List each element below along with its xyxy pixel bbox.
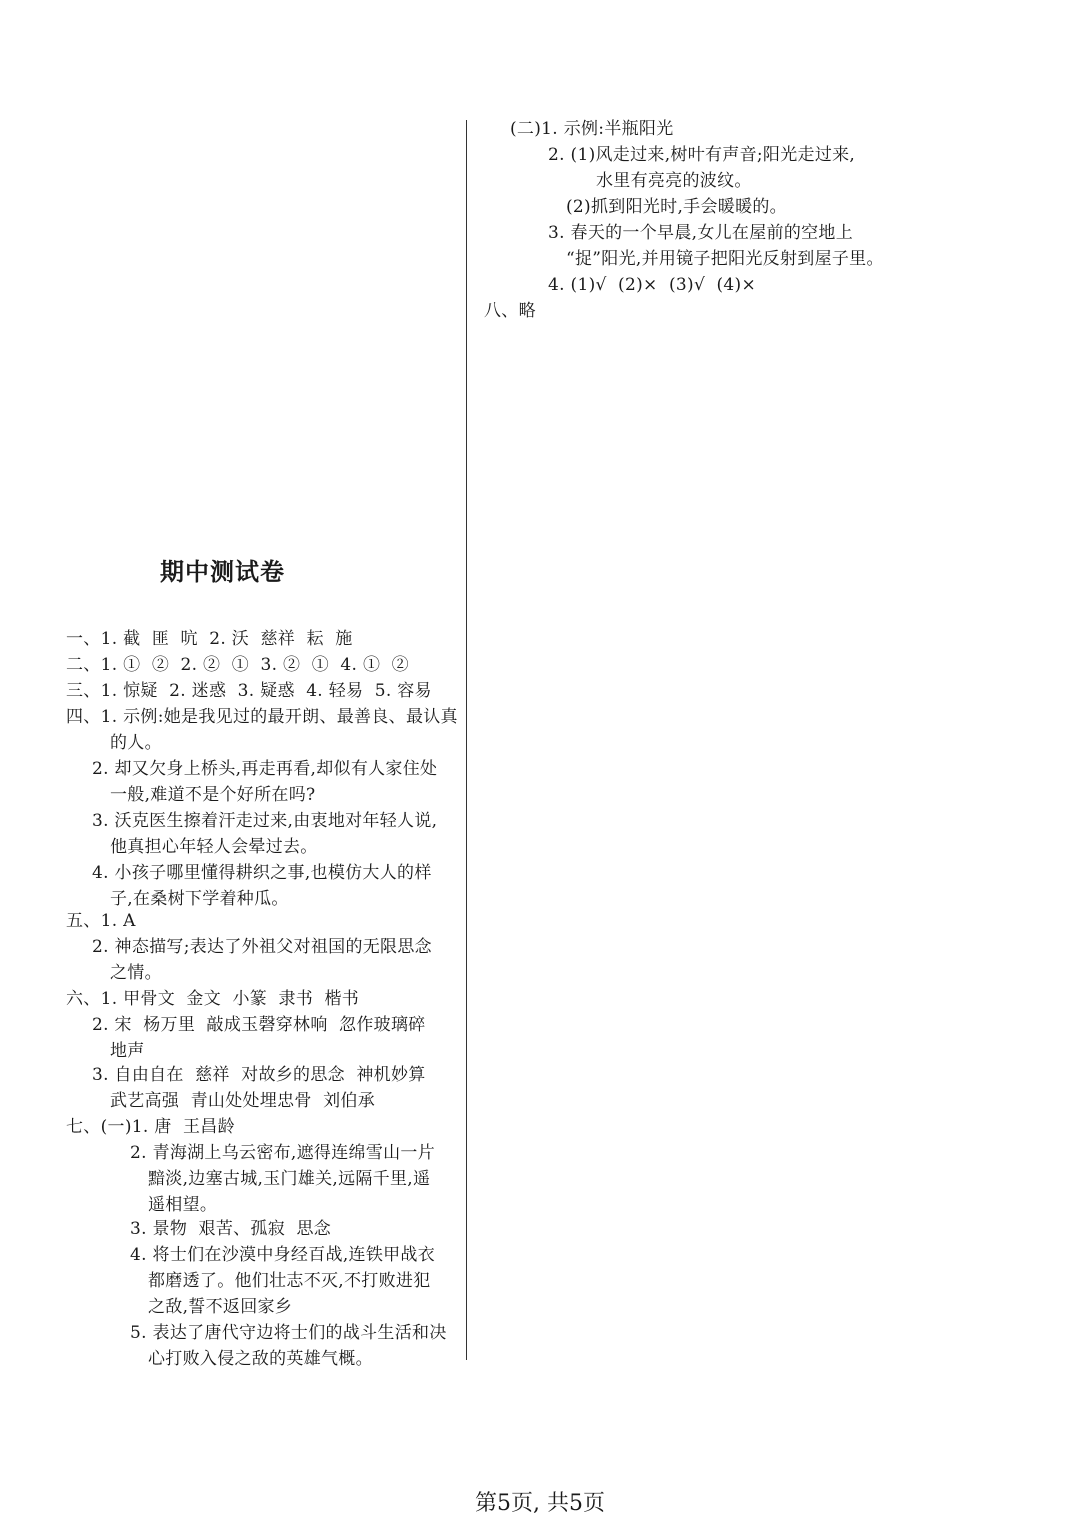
- answer-line: 二、1. ① ② 2. ② ① 3. ② ① 4. ① ②: [66, 655, 409, 675]
- answer-line: 心打败入侵之敌的英雄气概。: [148, 1349, 373, 1369]
- answer-line: 4. 将士们在沙漠中身经百战,连铁甲战衣: [130, 1245, 436, 1265]
- section-title: 期中测试卷: [160, 558, 285, 586]
- answer-line: 五、1. A: [66, 911, 136, 931]
- answer-line: 2. 却又欠身上桥头,再走再看,却似有人家住处: [92, 759, 438, 779]
- answer-line: 2. 宋 杨万里 敲成玉磬穿林响 忽作玻璃碎: [92, 1015, 426, 1035]
- column-divider: [466, 120, 467, 1360]
- answer-line: 四、1. 示例:她是我见过的最开朗、最善良、最认真: [66, 707, 458, 727]
- answer-line: 地声: [110, 1041, 145, 1061]
- answer-line: 都磨透了。他们壮志不灭,不打败进犯: [148, 1271, 431, 1291]
- answer-line: 武艺高强 青山处处埋忠骨 刘伯承: [110, 1091, 376, 1111]
- answer-line: 一、1. 截 匪 吭 2. 沃 慈祥 耘 施: [66, 629, 353, 649]
- answer-line: 水里有亮亮的波纹。: [596, 171, 752, 191]
- answer-line: 之情。: [110, 963, 162, 983]
- answer-line: (二)1. 示例:半瓶阳光: [510, 119, 674, 139]
- answer-line: (2)抓到阳光时,手会暖暖的。: [566, 197, 787, 217]
- answer-line: 2. 神态描写;表达了外祖父对祖国的无限思念: [92, 937, 432, 957]
- answer-line: 六、1. 甲骨文 金文 小篆 隶书 楷书: [66, 989, 360, 1009]
- answer-line: 4. 小孩子哪里懂得耕织之事,也模仿大人的样: [92, 863, 432, 883]
- answer-line: 之敌,誓不返回家乡: [148, 1297, 293, 1317]
- answer-line: 的人。: [110, 733, 162, 753]
- answer-line: 他真担心年轻人会晕过去。: [110, 837, 318, 857]
- answer-line: 3. 春天的一个早晨,女儿在屋前的空地上: [548, 223, 854, 243]
- answer-line: 七、(一)1. 唐 王昌龄: [66, 1117, 235, 1137]
- page-footer: 第5页, 共5页: [475, 1491, 605, 1516]
- answer-line: 2. (1)风走过来,树叶有声音;阳光走过来,: [548, 145, 856, 165]
- answer-line: 4. (1)√ (2)× (3)√ (4)×: [548, 275, 757, 295]
- answer-line: 一般,难道不是个好所在吗?: [110, 785, 316, 805]
- answer-line: 3. 沃克医生擦着汗走过来,由衷地对年轻人说,: [92, 811, 438, 831]
- answer-line: 八、略: [484, 301, 536, 321]
- answer-line: 三、1. 惊疑 2. 迷惑 3. 疑惑 4. 轻易 5. 容易: [66, 681, 432, 701]
- answer-line: 黯淡,边塞古城,玉门雄关,远隔千里,遥: [148, 1169, 431, 1189]
- answer-line: 2. 青海湖上乌云密布,遮得连绵雪山一片: [130, 1143, 436, 1163]
- answer-line: “捉”阳光,并用镜子把阳光反射到屋子里。: [566, 249, 884, 269]
- answer-line: 3. 景物 艰苦、孤寂 思念: [130, 1219, 332, 1239]
- answer-line: 3. 自由自在 慈祥 对故乡的思念 神机妙算: [92, 1065, 426, 1085]
- answer-line: 子,在桑树下学着种瓜。: [110, 889, 289, 909]
- answer-line: 遥相望。: [148, 1195, 218, 1215]
- answer-line: 5. 表达了唐代守边将士们的战斗生活和决: [130, 1323, 447, 1343]
